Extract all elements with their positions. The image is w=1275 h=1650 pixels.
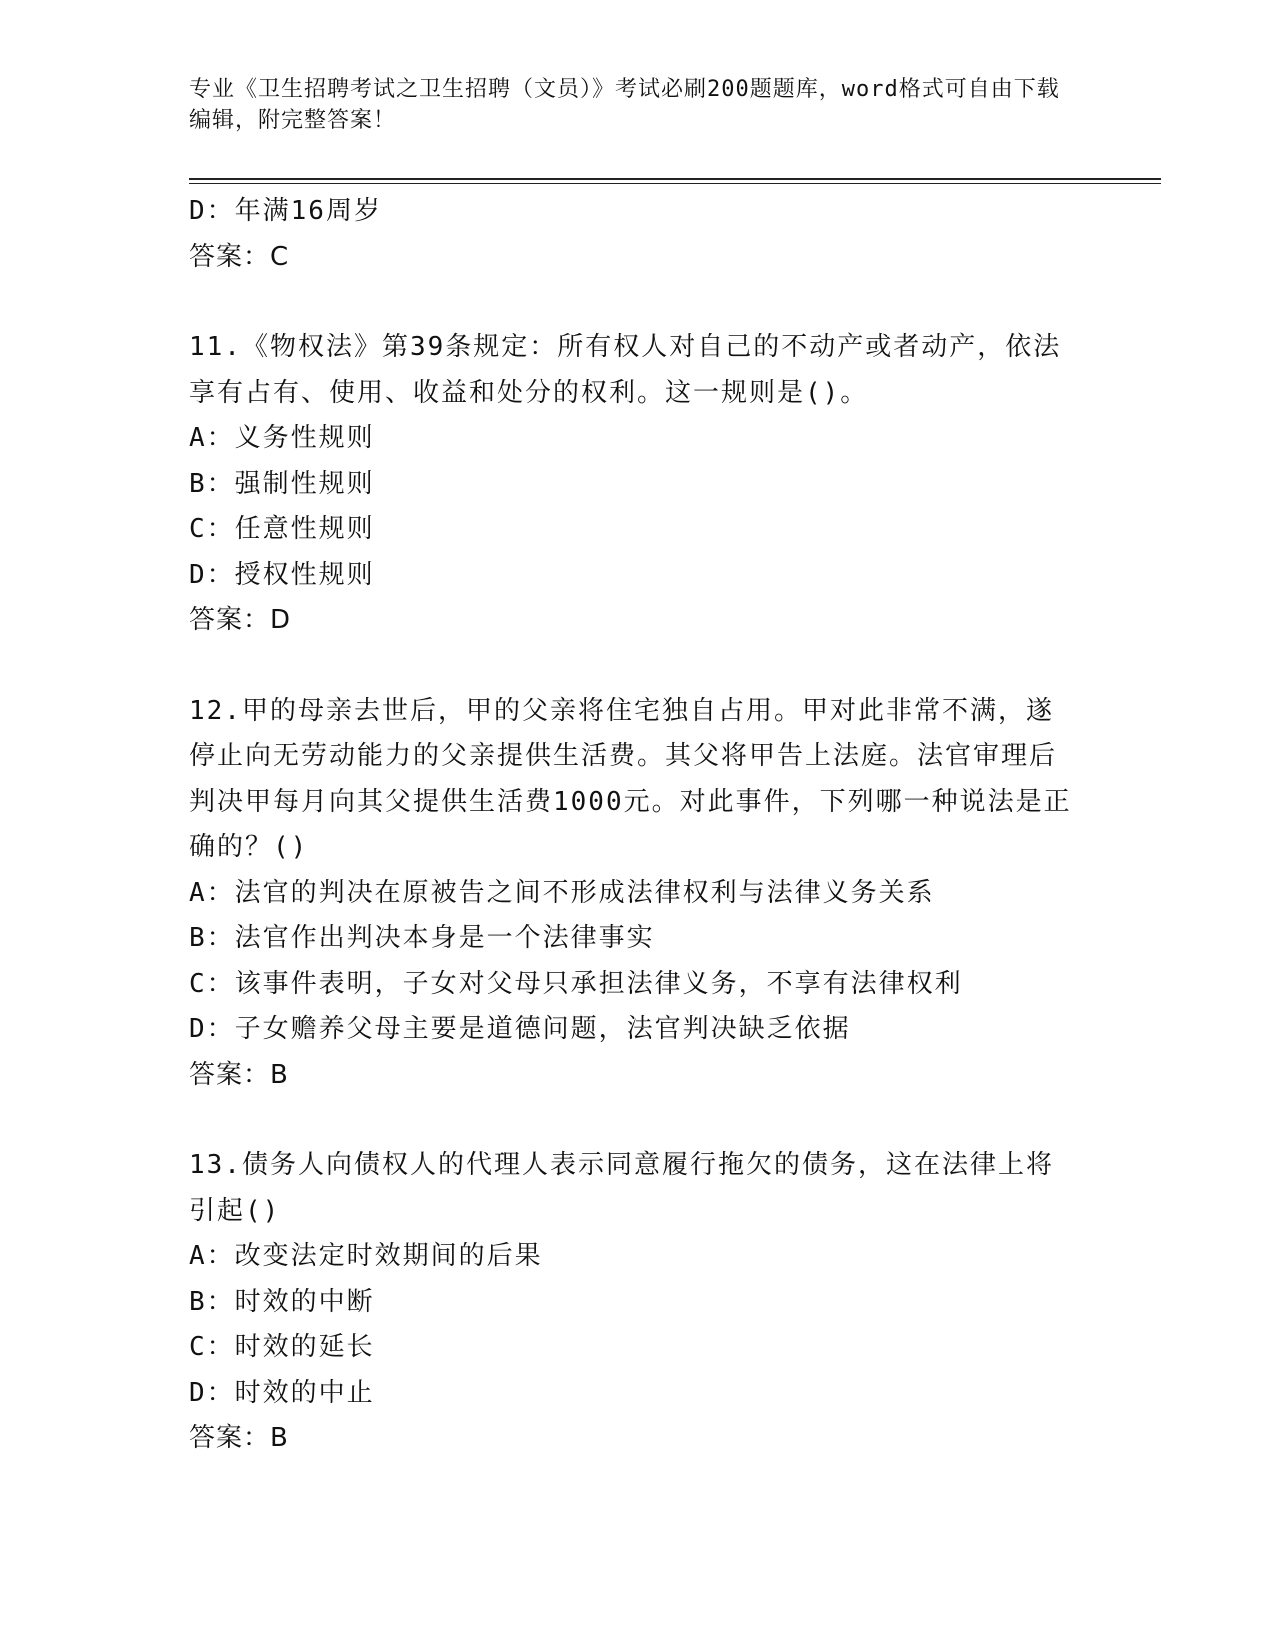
- question-12: [189, 689, 1089, 1099]
- option-b: B：时效的中断: [189, 1286, 375, 1317]
- option-b: B：法官作出判决本身是一个法律事实: [189, 923, 655, 953]
- header-divider: [189, 178, 1161, 180]
- question-13: [189, 1143, 1089, 1462]
- option-d: D：子女赡养父母主要是道德问题，法官判决缺乏依据: [189, 1014, 851, 1044]
- header-divider-thin: [189, 183, 1161, 184]
- option-d: D：授权性规则: [189, 559, 375, 590]
- page-header: 专业《卫生招聘考试之卫生招聘（文员）》考试必刷200题题库，word格式可自由下载编辑，附完整答案！: [189, 77, 1060, 133]
- option-d: D：时效的中止: [189, 1377, 375, 1408]
- question-stem: 12.甲的母亲去世后，甲的父亲将住宅独自占用。甲对此非常不满，遂停止向无劳动能力的父亲提供生活费。其父将甲告上法庭。法官审理后判决甲每月向其父提供生活费1000元。对此事件，下列哪一种说法是正确的？(): [189, 695, 1072, 862]
- document-body: [189, 189, 1089, 1462]
- question-stem: 13.债务人向债权人的代理人表示同意履行拖欠的债务，这在法律上将引起(): [189, 1150, 1054, 1226]
- option-c: C：该事件表明，子女对父母只承担法律义务，不享有法律权利: [189, 968, 963, 999]
- question-11: [189, 325, 1089, 644]
- answer-line: 答案：C: [189, 241, 290, 272]
- option-a: A：改变法定时效期间的后果: [189, 1241, 543, 1271]
- option-d: D：年满16周岁: [189, 196, 382, 226]
- answer-line: 答案：D: [189, 605, 292, 635]
- answer-line: 答案：B: [189, 1059, 289, 1090]
- option-c: C：任意性规则: [189, 514, 375, 544]
- question-stem: 11.《物权法》第39条规定：所有权人对自己的不动产或者动产，依法享有占有、使用、收益和处分的权利。这一规则是()。: [189, 332, 1062, 408]
- option-b: B：强制性规则: [189, 468, 375, 499]
- answer-line: 答案：B: [189, 1423, 289, 1453]
- option-a: A：法官的判决在原被告之间不形成法律权利与法律义务关系: [189, 877, 935, 908]
- option-c: C：时效的延长: [189, 1332, 375, 1362]
- option-a: A：义务性规则: [189, 423, 375, 453]
